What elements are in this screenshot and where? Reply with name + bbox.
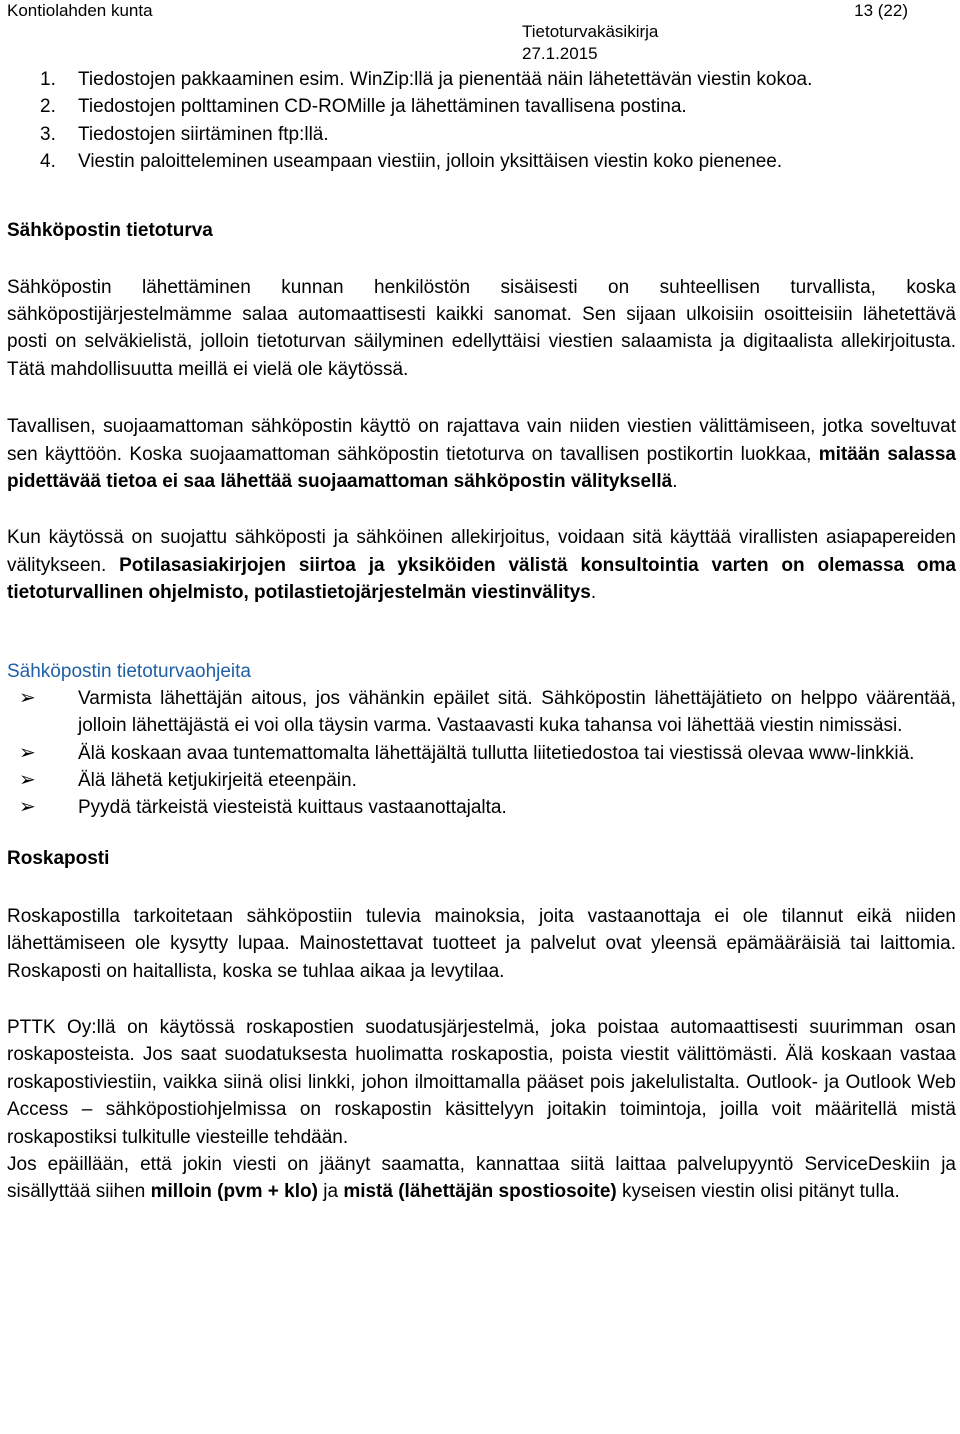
paragraph: Roskapostilla tarkoitetaan sähköpostiin tulevia mainoksia, joita vastaanottaja ei ole tilannut eikä niiden lähettämiseen ole kysytty lupaa. Mainostettavat tuotteet ja palvelut ovat yleensä epämääräisiä tai laittomia. Roskaposti on haitallista, koska se tuhlaa aikaa ja levytilaa. <box>7 905 956 982</box>
paragraph: Kun käytössä on suojattu sähköposti ja sähköinen allekirjoitus, voidaan sitä käyttää virallisten asiapapereiden välitykseen. Potilasasiakirjojen siirtoa ja yksiköiden välistä konsultointia varten on olemassa oma tietoturvallinen ohjelmisto, potilastietojärjestelmän viestinvälitys. <box>7 527 957 604</box>
header-date: 27.1.2015 <box>522 44 598 63</box>
section-heading-email-security: Sähköpostin tietoturva <box>7 219 213 241</box>
methods-list <box>7 66 956 176</box>
list-item: 1. Tiedostojen pakkaaminen esim. WinZip:llä ja pienentää näin lähetettävän viestin kokoa. <box>40 69 813 90</box>
paragraph: Sähköpostin lähettäminen kunnan henkilöstön sisäisesti on suhteellisen turvallista, koska sähköpostijärjestelmämme salaa automaattisesti kaikki sanomat. Sen sijaan ulkoisiin osoitteisiin lähetettävä posti on selväkielistä, jolloin tietoturvan säilyminen edellyttäisi viestien salaamista ja digitaalista allekirjoitusta. Tätä mahdollisuutta meillä ei vielä ole käytössä. <box>7 276 956 380</box>
arrow-bullet-icon: ➢ <box>19 686 36 709</box>
arrow-bullet-icon: ➢ <box>19 768 36 791</box>
list-item: 3. Tiedostojen siirtäminen ftp:llä. <box>40 123 329 145</box>
header-page-number: 13 (22) <box>854 1 908 20</box>
header-document-title: Tietoturvakäsikirja <box>522 22 659 41</box>
list-item: ➢ Älä lähetä ketjukirjeitä eteenpäin. <box>7 767 956 794</box>
paragraph: Jos epäillään, että jokin viesti on jäänyt saamatta, kannattaa siitä laittaa palvelupyyntö ServiceDeskiin ja sisällyttää siihen milloin (pvm + klo) ja mistä (lähettäjän spostiosoite) kyseisen viestin olisi pitänyt tulla. <box>7 1153 956 1203</box>
paragraph: Tavallisen, suojaamattoman sähköpostin käyttö on rajattava vain niiden viestien välittämiseen, jotka soveltuvat sen käyttöön. Koska suojaamattoman sähköpostin tietoturva on tavallisen postikortin luokkaa, mitään salassa pidettävää tietoa ei saa lähettää suojaamattoman sähköpostin välityksellä. <box>7 416 956 493</box>
list-item: ➢ Varmista lähettäjän aitous, jos vähänkin epäilet sitä. Sähköpostin lähettäjätieto on helppo väärentää, jolloin lähettäjästä ei voi olla täysin varma. Vastaavasti kuka tahansa voi lähettää viestin nimissäsi. <box>19 686 956 737</box>
list-item: 4. Viestin paloitteleminen useampaan viestiin, jolloin yksittäisen viestin koko pienenee. <box>40 151 783 173</box>
section-heading-spam: Roskaposti <box>7 847 110 869</box>
list-item: 2. Tiedostojen polttaminen CD-ROMille ja lähettäminen tavallisena postina. <box>40 96 687 118</box>
section-heading-guidelines: Sähköpostin tietoturvaohjeita <box>7 660 251 682</box>
list-item: ➢ Pyydä tärkeistä viesteistä kuittaus vastaanottajalta. <box>7 794 956 821</box>
arrow-bullet-icon: ➢ <box>19 796 36 819</box>
list-item: ➢ Älä koskaan avaa tuntemattomalta lähettäjältä tullutta liitetiedostoa tai viestissä olevaa www-linkkiä. <box>7 740 956 767</box>
header-organization: Kontiolahden kunta <box>7 1 153 20</box>
document-body <box>7 66 956 1206</box>
arrow-bullet-icon: ➢ <box>19 741 36 764</box>
guidelines-list <box>7 685 956 822</box>
paragraph: PTTK Oy:llä on käytössä roskapostien suodatusjärjestelmä, joka poistaa automaattisesti suurimman osan roskaposteista. Jos saat suodatuksesta huolimatta roskapostia, poista viestit välittömästi. Älä koskaan vastaa roskapostiviestiin, vaikka siinä olisi linkki, johon ilmoittamalla pääset pois jakelulistalta. Outlook- ja Outlook Web Access – sähköpostiohjelmissa on roskapostin käsittelyyn joitakin toimintoja, joilla voit määritellä mistä roskapostiksi tulkitulle viesteille tehdään. <box>7 1016 956 1148</box>
